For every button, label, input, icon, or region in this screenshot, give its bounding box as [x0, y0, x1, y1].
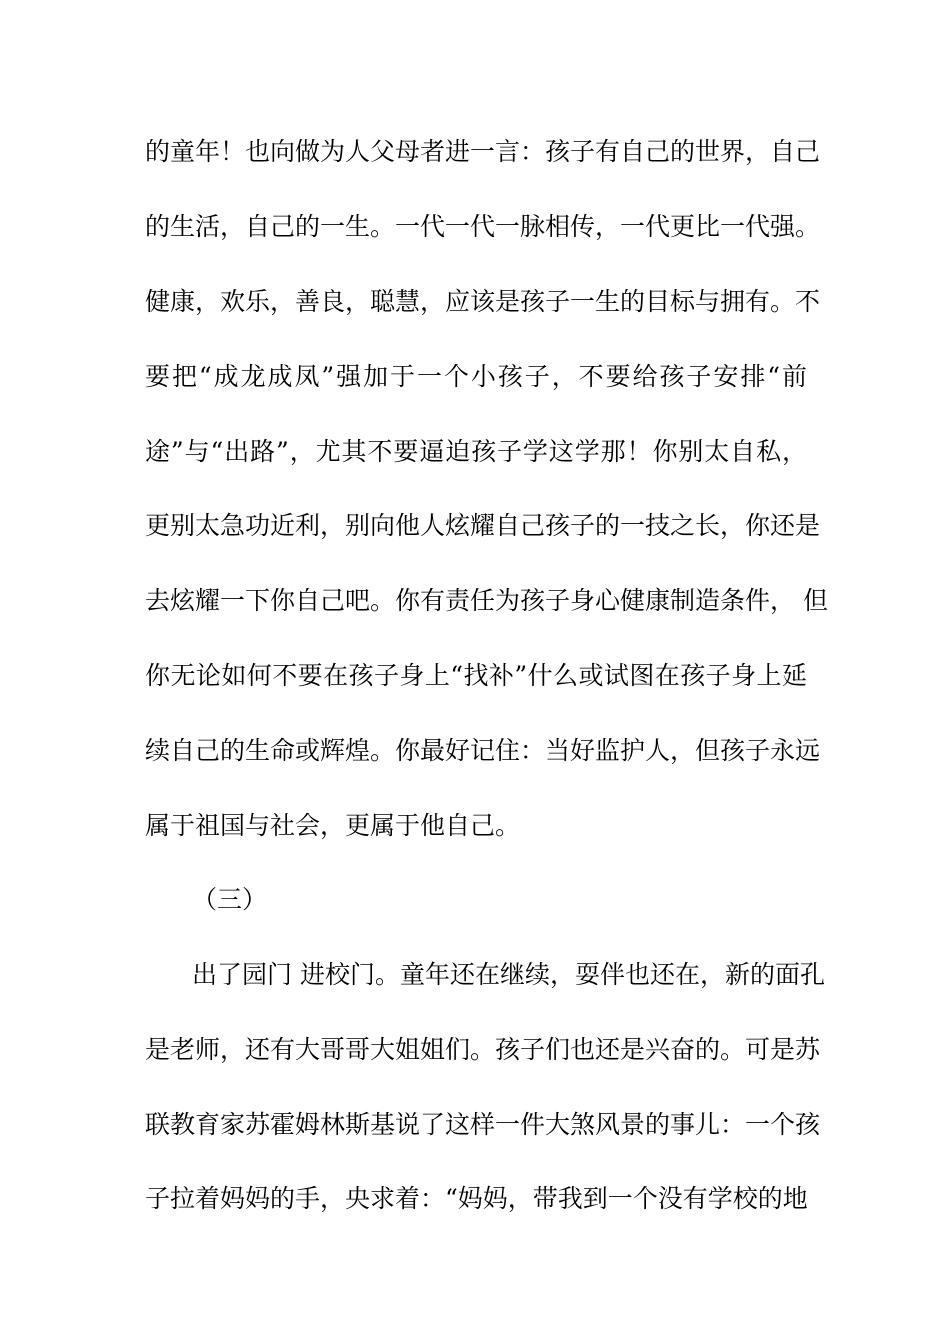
paragraph-line: 是老师，还有大哥哥大姐姐们。孩子们也还是兴奋的。可是苏	[145, 1035, 821, 1064]
paragraph-line: 续自己的生命或辉煌。你最好记住：当好监护人，但孩子永远	[145, 736, 821, 765]
paragraph-line: 属于祖国与社会，更属于他自己。	[145, 811, 521, 840]
paragraph-line: 要把“成龙成凤”强加于一个小孩子，不要给孩子安排“前	[145, 362, 807, 391]
section-heading: （三）	[192, 885, 268, 914]
paragraph-line: 的童年！也向做为人父母者进一言：孩子有自己的世界，自己	[145, 137, 821, 166]
paragraph-line: 联教育家苏霍姆林斯基说了这样一件大煞风景的事儿：一个孩	[145, 1110, 821, 1139]
paragraph-line: 途”与“出路”，尤其不要逼迫孩子学这学那！你别太自私，	[145, 437, 807, 466]
paragraph-line: 的生活，自己的一生。一代一代一脉相传，一代更比一代强。	[145, 212, 821, 241]
paragraph-line: 更别太急功近利，别向他人炫耀自己孩子的一技之长，你还是	[145, 511, 821, 540]
paragraph-line: 你无论如何不要在孩子身上“找补”什么或试图在孩子身上延	[145, 661, 807, 690]
paragraph-line: 去炫耀一下你自己吧。你有责任为孩子身心健康制造条件， 但	[145, 586, 828, 615]
paragraph-line: 健康，欢乐，善良，聪慧，应该是孩子一生的目标与拥有。不	[145, 287, 821, 316]
paragraph-line: 子拉着妈妈的手，央求着：“妈妈，带我到一个没有学校的地	[145, 1184, 808, 1213]
paragraph-line: 出了园门 进校门。童年还在继续，耍伴也还在，新的面孔	[192, 960, 825, 989]
